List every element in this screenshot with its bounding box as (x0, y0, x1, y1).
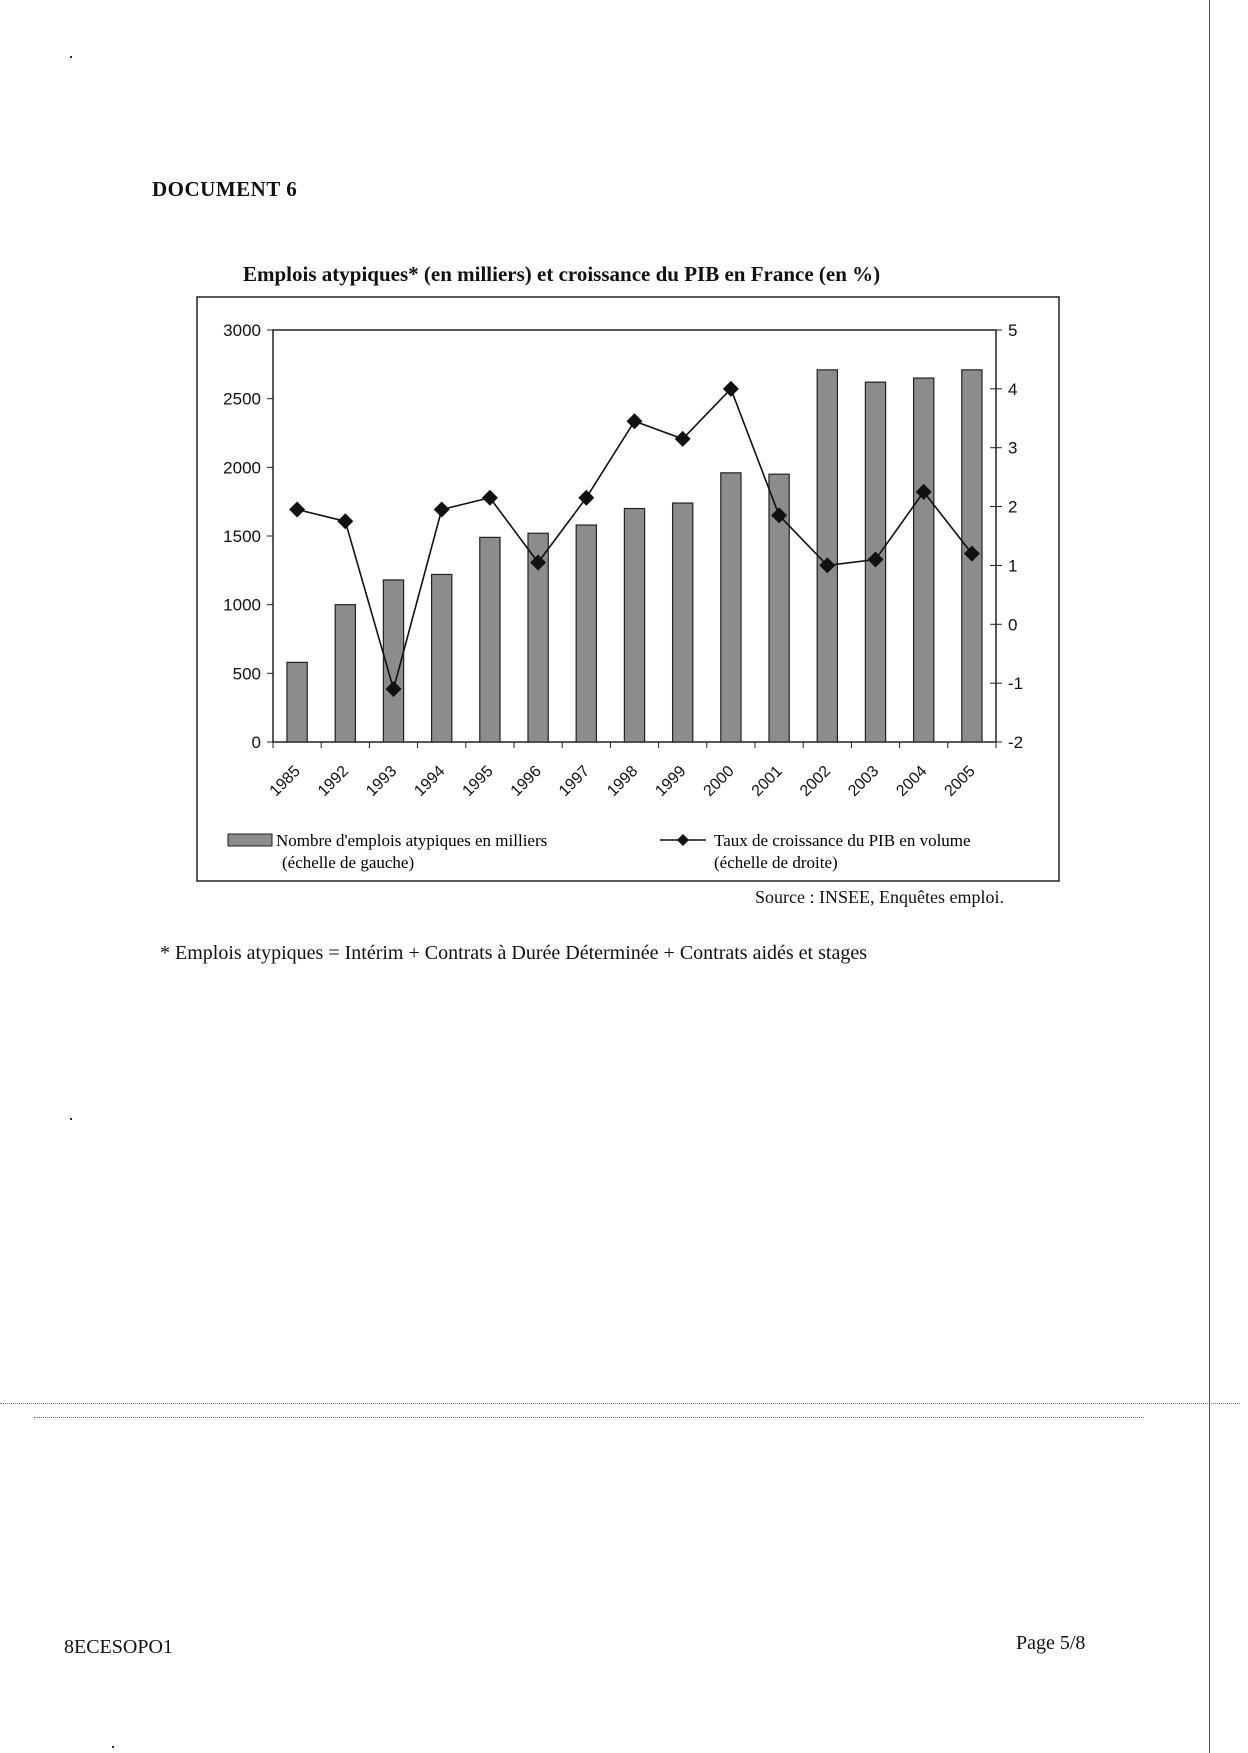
x-axis-tick-label: 1985 (266, 762, 304, 800)
x-axis-tick-label: 1995 (459, 762, 497, 800)
legend-bar-scale: (échelle de gauche) (282, 853, 415, 872)
source-note: Source : INSEE, Enquêtes emploi. (755, 887, 1004, 907)
x-axis-tick-label: 2001 (748, 762, 786, 800)
right-axis-tick-label: 5 (1008, 321, 1018, 340)
bar (914, 378, 934, 742)
legend-bar-label: Nombre d'emplois atypiques en milliers (276, 831, 548, 850)
x-axis-tick-label: 2004 (893, 762, 931, 800)
x-axis-tick-label: 1993 (363, 762, 401, 800)
left-axis-tick-label: 3000 (223, 321, 261, 340)
left-axis-tick-label: 1500 (223, 527, 261, 546)
page-number: Page 5/8 (1016, 1632, 1086, 1654)
line-point (482, 490, 498, 506)
right-axis-tick-label: 0 (1008, 615, 1018, 635)
right-axis-tick-label: 2 (1008, 497, 1018, 517)
bar (480, 537, 500, 742)
dotted-separator-1 (0, 1403, 1240, 1404)
legend-bar-swatch (228, 834, 272, 846)
bar (624, 509, 644, 742)
document-heading: DOCUMENT 6 (152, 177, 298, 201)
chart-title: Emplois atypiques* (en milliers) et croissance du PIB en France (en %) (243, 262, 881, 286)
bar (335, 605, 355, 742)
bar (287, 662, 307, 742)
dotted-separator-2 (34, 1417, 1144, 1418)
bar (721, 473, 741, 742)
x-axis-tick-label: 1992 (314, 762, 353, 800)
left-axis-tick-label: 1000 (223, 595, 261, 615)
right-axis-tick-label: 1 (1008, 556, 1018, 576)
page-edge-line (1209, 0, 1210, 1753)
left-axis-tick-label: 0 (251, 733, 261, 752)
bar (432, 574, 452, 742)
x-axis-tick-label: 1997 (555, 762, 594, 800)
x-axis-tick-label: 2000 (700, 762, 738, 800)
footer-code: 8ECESOPO1 (64, 1636, 173, 1658)
scan-speck (112, 1746, 114, 1748)
x-axis-tick-label: 1994 (411, 762, 449, 800)
right-axis-tick-label: 3 (1008, 438, 1018, 458)
bar (817, 370, 837, 742)
line-point (434, 502, 450, 518)
bar (673, 503, 693, 742)
x-axis-tick-label: 2002 (796, 762, 835, 800)
line-point (627, 413, 643, 429)
right-axis-tick-label: -2 (1008, 733, 1024, 752)
legend-line-scale: (échelle de droite) (714, 853, 838, 872)
legend (228, 831, 971, 872)
x-axis-tick-label: 1998 (604, 762, 642, 800)
x-axis-tick-label: 2003 (845, 762, 883, 800)
left-axis-tick-label: 500 (232, 664, 261, 684)
line-point (337, 513, 353, 529)
scan-speck (70, 56, 72, 58)
x-axis-tick-label: 2005 (941, 762, 979, 800)
x-axis-tick-label: 1996 (507, 762, 545, 800)
right-axis-tick-label: 4 (1008, 379, 1018, 399)
right-axis-tick-label: -1 (1008, 674, 1024, 694)
line-point (578, 490, 594, 506)
x-axis-tick-label: 1999 (652, 762, 690, 800)
legend-line-marker (677, 834, 689, 846)
footnote: * Emplois atypiques = Intérim + Contrats à Durée Déterminée + Contrats aidés et stages (160, 942, 867, 964)
legend-line-label: Taux de croissance du PIB en volume (714, 831, 971, 850)
left-axis-tick-label: 2000 (223, 458, 261, 478)
scan-speck (70, 1118, 72, 1120)
bar (576, 525, 596, 742)
line-point (289, 502, 305, 518)
left-axis-tick-label: 2500 (223, 389, 261, 409)
